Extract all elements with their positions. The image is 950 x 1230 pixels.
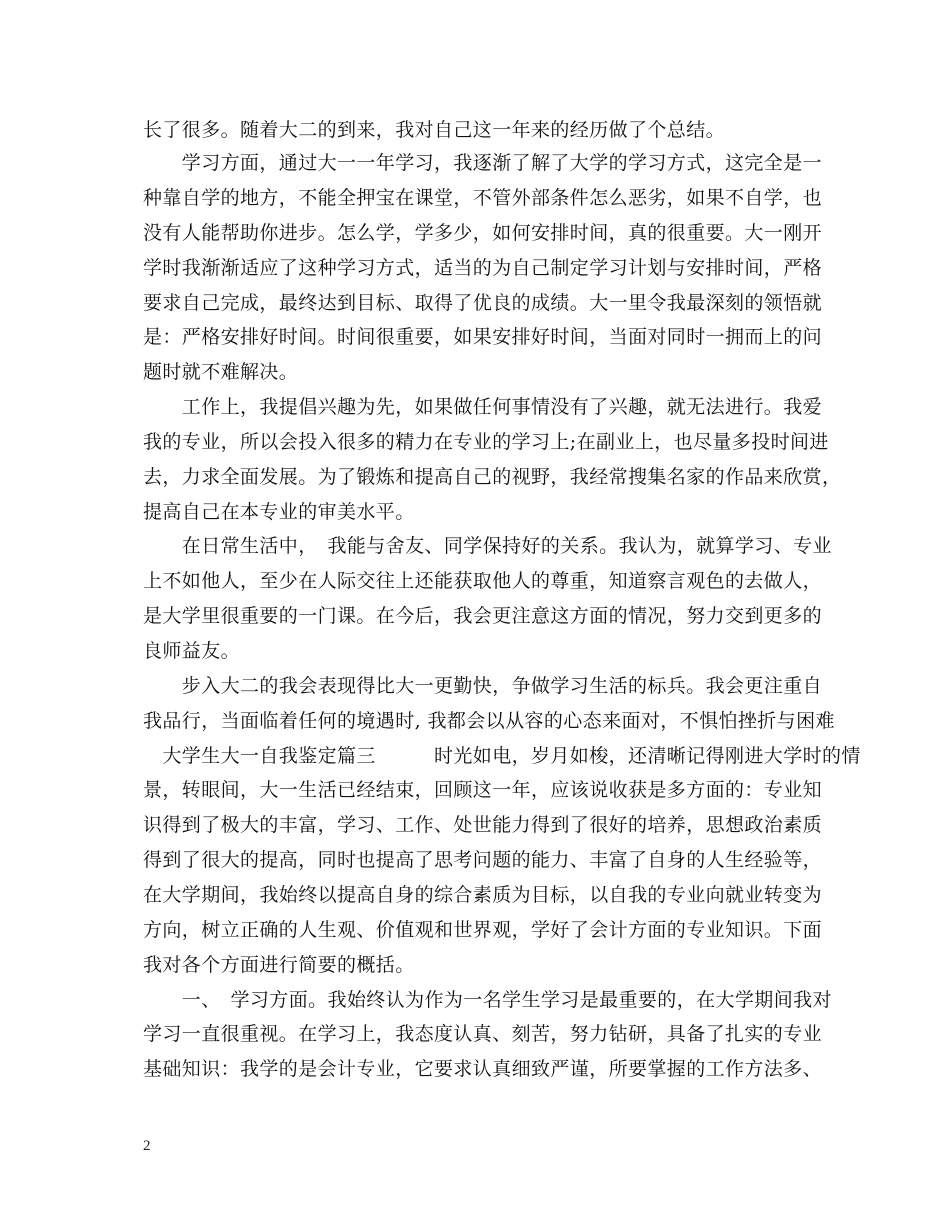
- text-line: 我的专业，所以会投入很多的精力在专业的学习上;在副业上，也尽量多投时间进: [143, 431, 829, 453]
- text-line: 长了很多。随着大二的到来，我对自己这一年来的经历做了个总结。: [143, 119, 726, 141]
- text-line: 题时就不难解决。: [143, 361, 299, 383]
- text-line: 一、 学习方面。我始终认为作为一名学生学习是最重要的，在大学期间我对: [143, 989, 832, 1011]
- text-line: 我品行，当面临着任何的境遇时, 我都会以从容的心态来面对，不惧怕挫折与困难: [143, 710, 835, 732]
- text-line: 去，力求全面发展。为了锻炼和提高自己的视野，我经常搜集名家的作品来欣赏，: [143, 466, 842, 488]
- text-line: 提高自己在本专业的审美水平。: [143, 501, 415, 523]
- text-line: 学习一直很重视。在学习上，我态度认真、刻苦，努力钻研，具备了扎实的专业: [143, 1023, 823, 1045]
- page-number: 2: [143, 1138, 151, 1154]
- text-line: 要求自己完成，最终达到目标、取得了优良的成绩。大一里令我最深刻的领悟就: [143, 292, 823, 314]
- text-line: 景，转眼间，大一生活已经结束，回顾这一年，应该说收获是多方面的：专业知: [143, 779, 823, 801]
- text-line: 在大学期间，我始终以提高自身的综合素质为目标，以自我的专业向就业转变为: [143, 884, 823, 906]
- text-line: 良师益友。: [143, 640, 241, 662]
- text-line: 是：严格安排好时间。时间很重要，如果安排好时间，当面对同时一拥而上的问: [143, 326, 823, 348]
- text-line: 学时我渐渐适应了这种学习方式，适当的为自己制定学习计划与安排时间，严格: [143, 257, 823, 279]
- text-line: 种靠自学的地方，不能全押宝在课堂，不管外部条件怎么恶劣，如果不自学，也: [143, 187, 823, 209]
- text-line: 识得到了极大的丰富，学习、工作、处世能力得到了很好的培养，思想政治素质: [143, 814, 823, 836]
- text-line: 在日常生活中， 我能与舍友、同学保持好的关系。我认为，就算学习、专业: [143, 535, 832, 557]
- text-line: 基础知识：我学的是会计专业，它要求认真细致严谨，所要掌握的工作方法多、: [143, 1058, 823, 1080]
- text-line: 得到了很大的提高，同时也提高了思考问题的能力、丰富了自身的人生经验等，: [143, 849, 823, 871]
- text-line: 学习方面，通过大一一年学习，我逐渐了解了大学的学习方式，这完全是一: [143, 152, 823, 174]
- text-line: 步入大二的我会表现得比大一更勤快，争做学习生活的标兵。我会更注重自: [143, 675, 823, 697]
- text-line: 上不如他人，至少在人际交往上还能获取他人的尊重，知道察言观色的去做人，: [143, 570, 823, 592]
- text-line: 是大学里很重要的一门课。在今后，我会更注意这方面的情况，努力交到更多的: [143, 605, 823, 627]
- text-line: 方向，树立正确的人生观、价值观和世界观，学好了会计方面的专业知识。下面: [143, 919, 823, 941]
- text-line: 大学生大一自我鉴定篇三 时光如电，岁月如梭，还清晰记得刚进大学时的情: [143, 745, 861, 767]
- text-line: 我对各个方面进行简要的概括。: [143, 954, 415, 976]
- text-line: 没有人能帮助你进步。怎么学，学多少，如何安排时间，真的很重要。大一刚开: [143, 222, 823, 244]
- text-line: 工作上，我提倡兴趣为先，如果做任何事情没有了兴趣，就无法进行。我爱: [143, 396, 823, 418]
